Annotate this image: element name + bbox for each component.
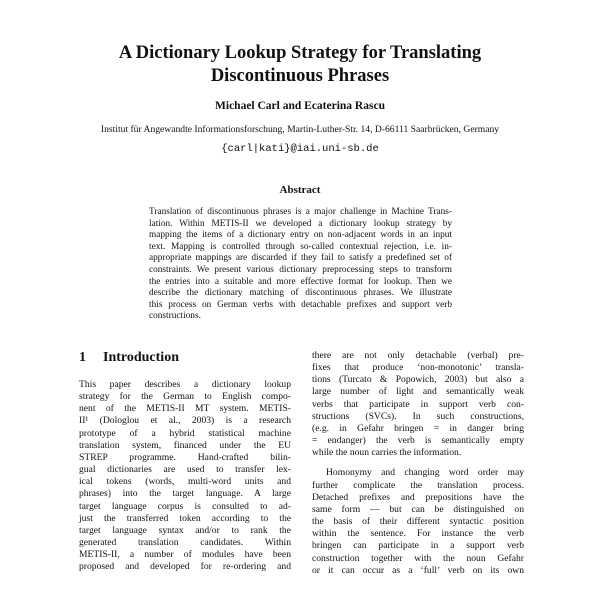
abstract-line: mapping the items of a dictionary entry on non-adjacent words in an input <box>149 230 452 241</box>
right-column <box>312 350 524 577</box>
section-number: 1 <box>79 350 86 365</box>
body-line: fixes that produce ‘non-monotonic’ transla- <box>312 362 524 374</box>
body-line: METIS-II, a number of modules have been <box>79 549 291 561</box>
body-line: STREP programme. Hand-crafted bilin- <box>79 451 291 463</box>
title-line: Discontinuous Phrases <box>210 66 390 86</box>
body-line: phrases) into the target language. A large <box>79 488 291 500</box>
body-line: ical tokens (words, multi-word units and <box>79 476 291 488</box>
abstract-line: constraints. We present various dictionary preprocessing steps to transform <box>149 264 452 275</box>
body-line: gual dictionaries are used to transfer lex- <box>79 464 291 476</box>
body-line: bringen can participate in a support verb <box>312 540 524 552</box>
abstract-line: lation. Within METIS-II we developed a dictionary lookup strategy by <box>149 218 452 229</box>
body-line: just the transferred token according to the <box>79 512 291 524</box>
body-line: Detached prefixes and prepositions have the <box>312 491 524 503</box>
body-line: generated translation candidates. Within <box>79 537 291 549</box>
body-line: nent of the METIS-II MT system. METIS- <box>79 403 291 415</box>
section-title: Introduction <box>103 350 179 365</box>
abstract-line: appropriate mappings are discarded if they fail to satisfy a predefined set of <box>149 253 452 264</box>
body-line: This paper describes a dictionary lookup <box>79 379 291 390</box>
body-line: II¹ (Dologlou et al., 2003) is a research <box>79 415 291 427</box>
body-line: translation system, financed under the EU <box>79 439 291 451</box>
body-line: construction together with the noun Gefahr <box>312 552 524 564</box>
left-column <box>79 379 291 574</box>
body-line: tions (Turcato & Popowich, 2003) but also a <box>312 374 524 386</box>
body-line: the basis of their different syntactic position <box>312 516 524 528</box>
body-line: there are not only detachable (verbal) pre- <box>312 350 524 361</box>
body-line: verbs that participate in support verb con- <box>312 398 524 410</box>
body-line: structions (SVCs). In such constructions, <box>312 410 524 422</box>
paper-title <box>60 42 540 88</box>
body-line: same form — but can be distinguished on <box>312 503 524 515</box>
body-line: = endanger) the verb is semantically empty <box>312 435 524 447</box>
title-line: A Dictionary Lookup Strategy for Translating <box>118 43 482 63</box>
abstract-line: constructions. <box>149 311 201 322</box>
abstract-line: describe the dictionary matching of discontinuous phrases. We illustrate <box>149 288 452 299</box>
paragraph-gap <box>312 459 524 467</box>
body-line: prototype of a hybrid statistical machine <box>79 427 291 439</box>
body-line: Homonymy and changing word order may <box>326 467 524 479</box>
abstract-body <box>149 207 452 323</box>
body-line: within the sentence. For instance the verb <box>312 528 524 540</box>
body-line: or it can occur as a ‘full’ verb on its own <box>312 564 524 576</box>
abstract-line: Translation of discontinuous phrases is a major challenge in Machine Trans- <box>149 207 452 217</box>
body-line: while the noun carries the information. <box>312 447 462 459</box>
body-line: further complicate the translation process. <box>312 479 524 491</box>
abstract-heading: Abstract <box>279 184 321 196</box>
body-line: strategy for the German to English compo- <box>79 391 291 403</box>
body-line: proposed and developed for re-ordering and <box>79 561 291 573</box>
body-line: large number of light and semantically weak <box>312 386 524 398</box>
paper-affiliation: Institut für Angewandte Informationsforschung, Martin-Luther-Str. 14, D-66111 Saarbrücken, Germany <box>100 124 500 135</box>
body-line: target language corpus is consulted to ad- <box>79 500 291 512</box>
abstract-line: text. Mapping is controlled through so-called contextual rejection, i.e. in- <box>149 241 452 252</box>
abstract-line: the entries into a suitable and more effective format for lookup. Then we <box>149 276 452 287</box>
paper-email: {carl|kati}@iai.uni-sb.de <box>221 143 379 155</box>
abstract-line: this process on German verbs with detachable prefixes and support verb <box>149 299 452 310</box>
body-line: (e.g. in Gefahr bringen = in danger bring <box>312 422 524 434</box>
paper-authors: Michael Carl and Ecaterina Rascu <box>215 100 385 112</box>
section-heading <box>79 350 179 366</box>
body-line: target language syntax and/or to rank the <box>79 524 291 536</box>
